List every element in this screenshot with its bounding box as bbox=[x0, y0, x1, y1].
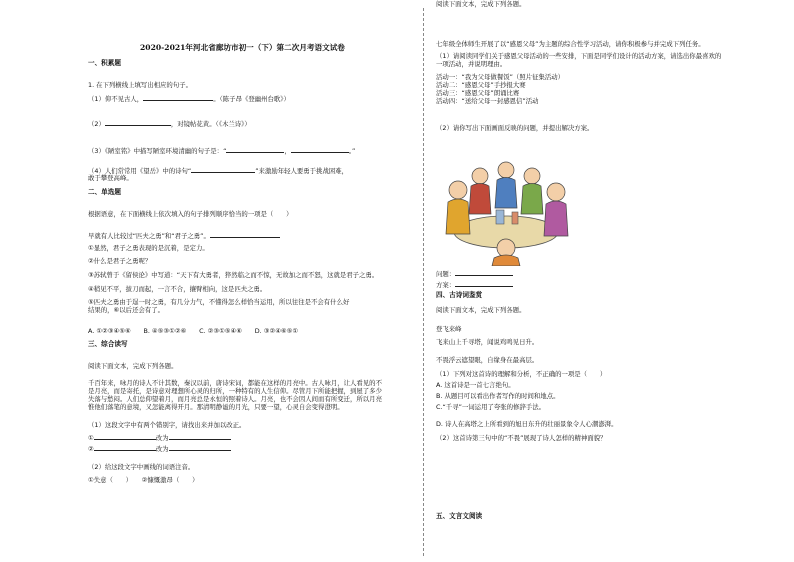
text-line: 阅读下面文本，完成下列各题。 bbox=[88, 362, 178, 370]
line-text: （1）仰不见古人， bbox=[88, 95, 144, 103]
answer-blank[interactable] bbox=[94, 444, 156, 451]
answer-blank[interactable] bbox=[143, 94, 213, 101]
answer-blank[interactable] bbox=[94, 433, 156, 440]
text-line: （1）请阅读同学们关于感恩父母活动的一些安排，下面是同学们设计的活动方案，请选出你最喜欢的 bbox=[436, 52, 722, 60]
answer-blank[interactable] bbox=[191, 166, 255, 173]
text-line: 是月亮，而是寄托，是诗意对理想所心灵的归所，一种特有的人生信仰。尽管月下所能把握，到屋了多少 bbox=[88, 387, 382, 395]
answer-blank[interactable] bbox=[455, 269, 513, 276]
text-line: 不畏浮云遮望眼，自缘身在最高层。 bbox=[436, 356, 539, 364]
line-text: 早就有人比较过“匹夫之勇”和“君子之勇”。 bbox=[88, 232, 210, 240]
text-line: 活动三：“感恩父母”朗诵比赛 bbox=[436, 89, 520, 97]
text-line: ③苏轼曾于《留侯论》中写道：“天下有大勇者，猝然临之而不惊，无故加之而不怒，这就是君子之勇。 bbox=[88, 271, 379, 279]
text-line: （1）这段文字中有两个错别字，请找出来并加以改正。 bbox=[88, 421, 246, 429]
text-line bbox=[88, 444, 231, 453]
line-text: （4）人们常常用《望岳》中的诗句“ bbox=[88, 167, 192, 175]
text-line bbox=[88, 231, 280, 240]
line-text: 问题： bbox=[436, 270, 456, 278]
text-line bbox=[88, 146, 355, 155]
line-text: ”来激励年轻人要勇于挑战困难， bbox=[255, 167, 349, 175]
text-line: 阅读下面文本，完成下列各题。 bbox=[436, 306, 526, 314]
text-line: ①失意（ ） ②慷慨激昂（ ） bbox=[88, 476, 199, 484]
answer-blank[interactable] bbox=[105, 119, 171, 126]
text-line: A. 这首诗是一首七言绝句。 bbox=[436, 381, 515, 389]
line-text: ， bbox=[284, 147, 291, 155]
text-line bbox=[88, 119, 251, 128]
line-text: ② bbox=[88, 445, 94, 453]
text-line: 活动一：“我为父母做餐饭”（照片征集活动） bbox=[436, 73, 565, 81]
line-text: 改为 bbox=[155, 445, 169, 453]
line-text: 改为 bbox=[155, 434, 169, 442]
text-line: （1）下列对这首诗的理解和分析，不正确的一项是（ ） bbox=[436, 370, 607, 378]
answer-blank[interactable] bbox=[169, 444, 231, 451]
exam-title: 2020-2021年河北省廊坊市初一（下）第二次月考语文试卷 bbox=[140, 43, 345, 52]
line-text: 。（陈子昂《登幽州台歌》） bbox=[213, 95, 290, 103]
text-line: ②什么是君子之勇呢？ bbox=[88, 257, 152, 265]
text-line bbox=[436, 280, 513, 289]
section-heading: 二、单选题 bbox=[88, 188, 121, 196]
text-line: 阅读下面文本，完成下列各题。 bbox=[436, 0, 526, 8]
text-line bbox=[88, 94, 290, 103]
text-line: （2）这首诗第三句中的“不畏”展现了诗人怎样的精神面貌？ bbox=[436, 434, 607, 442]
text-line: 一项活动，并说明理由。 bbox=[436, 60, 507, 68]
text-line: 惟他们落笔的意境，又怎能离得开月。那清明静谧的月光，只要一望，心灵自会变得澄明。 bbox=[88, 403, 344, 411]
text-line: 失落与愁闷。人们总仰望着月，而月亮总是永恒的照着诗人。月亮，也不会因人间而有所变迁，所以月亮 bbox=[88, 395, 382, 403]
answer-blank[interactable] bbox=[169, 433, 231, 440]
text-line: 结果的，⑥以后还会有了。 bbox=[88, 306, 165, 314]
text-line bbox=[436, 269, 513, 278]
text-line: 登飞来峰 bbox=[436, 325, 462, 333]
family-dinner-illustration bbox=[436, 150, 576, 266]
text-line: 敢于攀登高峰。 bbox=[88, 174, 133, 182]
text-line: 千百年来，咏月的诗人不计其数，秦汉以前，唐诗宋词，都能在这样的月亮中。古人咏月，让人看见的不 bbox=[88, 379, 382, 387]
section-heading: 四、古诗词鉴赏 bbox=[436, 291, 483, 299]
line-text: 方案： bbox=[436, 281, 456, 289]
text-line bbox=[88, 433, 231, 442]
text-line: ⑤匹夫之勇由于逞一时之勇，有几分力气，不懂得怎么样恰当运用，所以往往是不会有什么好 bbox=[88, 298, 350, 306]
section-heading: 五、文言文阅读 bbox=[436, 512, 483, 520]
line-text: ① bbox=[88, 434, 94, 442]
line-text: 。” bbox=[348, 147, 356, 155]
text-line: 飞来山上千寻塔，闻说鸡鸣见日升。 bbox=[436, 338, 539, 346]
answer-blank[interactable] bbox=[210, 231, 280, 238]
text-line: （2）请你写出下面画面反映的问题，并提出解决方案。 bbox=[436, 124, 594, 132]
line-text: ，对镜帖花黄。（《木兰诗》） bbox=[170, 120, 251, 128]
text-line: 根据语意，在下面横线上依次填入的句子排列顺序恰当的一项是（ ） bbox=[88, 210, 293, 218]
text-line: D. 诗人在高塔之上所看到的旭日东升的壮丽景象令人心潮澎湃。 bbox=[436, 420, 618, 428]
text-line: C.“千寻”一词运用了夸张的修辞手法。 bbox=[436, 403, 545, 411]
text-line: 活动四：“送给父母一封感恩信”活动 bbox=[436, 97, 539, 105]
text-line: 活动二：“感恩父母”手抄报大赛 bbox=[436, 81, 526, 89]
section-heading: 一、积累题 bbox=[88, 59, 121, 67]
line-text: （2） bbox=[88, 120, 105, 128]
answer-blank[interactable] bbox=[455, 280, 513, 287]
line-text: （3）《陋室铭》中描写陋室环境清幽的句子是：“ bbox=[88, 147, 227, 155]
text-line: B. 从题目可以看出作者写作的时间和地点。 bbox=[436, 392, 560, 400]
section-heading: 三、综合读写 bbox=[88, 340, 128, 348]
text-line: ④稍见不平，拔刀而起，一言不合，攘臂相向，这是匹夫之勇。 bbox=[88, 285, 267, 293]
text-line: ①显然，君子之勇表现的是沉着，是定力。 bbox=[88, 244, 209, 252]
text-line: A. ①②③④⑤⑥ B. ④⑤③①②⑥ C. ②③①⑤④⑥ D. ③②④⑥⑤① bbox=[88, 327, 299, 335]
answer-blank[interactable] bbox=[291, 146, 349, 153]
text-line: 1. 在下列横线上填写出相应的句子。 bbox=[88, 81, 192, 89]
answer-blank[interactable] bbox=[226, 146, 284, 153]
column-divider bbox=[423, 8, 424, 556]
text-line: （2）给这段文字中画线的词语注音。 bbox=[88, 463, 195, 471]
text-line: 七年级全体师生开展了以“感恩父母”为主题的综合性学习活动，请你积极参与并完成下列任务。 bbox=[436, 40, 705, 48]
